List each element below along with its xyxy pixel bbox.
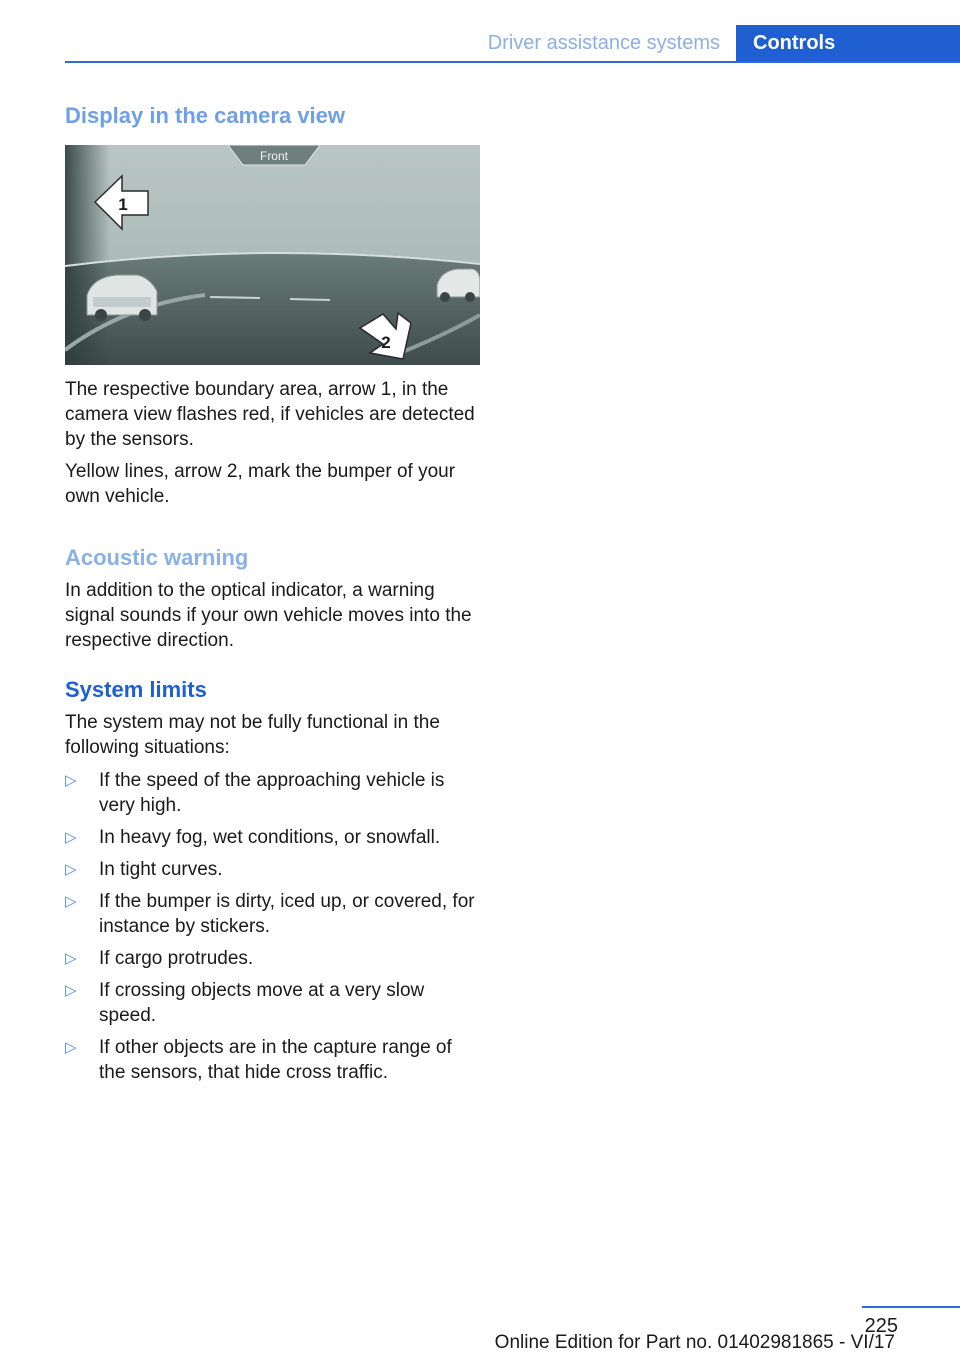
list-item-text: If the speed of the approaching vehicle is very high. bbox=[99, 770, 445, 816]
camera-view-heading: Display in the camera view bbox=[65, 103, 346, 128]
list-item-text: In tight curves. bbox=[99, 859, 223, 880]
left-boundary-shade bbox=[65, 145, 110, 365]
left-vehicle bbox=[87, 275, 157, 321]
bullet-triangle-icon: ▷ bbox=[65, 950, 77, 967]
page-number: 225 bbox=[864, 1315, 898, 1337]
acoustic-warning-heading: Acoustic warning bbox=[65, 545, 249, 570]
list-item bbox=[65, 768, 480, 818]
arrow-2-label: 2 bbox=[381, 333, 391, 352]
header-divider bbox=[65, 61, 960, 63]
acoustic-warning-paragraph: In addition to the optical indicator, a warning signal sounds if your own vehicle moves into the respective direction. bbox=[65, 580, 472, 651]
header-section-title: Driver assistance systems bbox=[487, 32, 720, 54]
camera-view-svg bbox=[65, 145, 480, 365]
list-item bbox=[65, 1035, 480, 1085]
front-tab-label: Front bbox=[259, 149, 289, 163]
lane-dash bbox=[210, 297, 260, 298]
list-item bbox=[65, 978, 480, 1028]
camera-view-paragraph-1: The respective boundary area, arrow 1, in the camera view flashes red, if vehicles are detected by the sensors. bbox=[65, 379, 475, 450]
bullet-triangle-icon: ▷ bbox=[65, 861, 77, 878]
footer-divider bbox=[862, 1306, 960, 1308]
right-vehicle bbox=[437, 269, 480, 302]
list-item bbox=[65, 946, 480, 971]
list-item-text: If crossing objects move at a very slow speed. bbox=[99, 980, 425, 1026]
camera-view-paragraph-2: Yellow lines, arrow 2, mark the bumper of your own vehicle. bbox=[65, 461, 456, 507]
list-item-text: In heavy fog, wet conditions, or snowfall. bbox=[99, 827, 441, 848]
list-item-text: If the bumper is dirty, iced up, or covered, for instance by stickers. bbox=[99, 891, 475, 937]
lane-dash bbox=[290, 299, 330, 300]
list-item bbox=[65, 825, 480, 850]
camera-view-illustration bbox=[65, 145, 480, 365]
system-limits-heading: System limits bbox=[65, 677, 207, 702]
list-item-text: If cargo protrudes. bbox=[99, 948, 254, 969]
bullet-triangle-icon: ▷ bbox=[65, 772, 77, 789]
bullet-triangle-icon: ▷ bbox=[65, 893, 77, 910]
system-limits-intro: The system may not be fully functional in the following situations: bbox=[65, 712, 440, 758]
edition-note: Online Edition for Part no. 01402981865 - VI/17 bbox=[494, 1332, 895, 1353]
system-limits-list bbox=[65, 768, 480, 1092]
arrow-1-label: 1 bbox=[118, 195, 128, 214]
bullet-triangle-icon: ▷ bbox=[65, 1039, 77, 1056]
list-item-text: If other objects are in the capture range of the sensors, that hide cross traffic. bbox=[99, 1037, 452, 1083]
list-item bbox=[65, 857, 480, 882]
header-chapter-tab: Controls bbox=[736, 25, 960, 61]
bullet-triangle-icon: ▷ bbox=[65, 982, 77, 999]
bullet-triangle-icon: ▷ bbox=[65, 829, 77, 846]
list-item bbox=[65, 889, 480, 939]
